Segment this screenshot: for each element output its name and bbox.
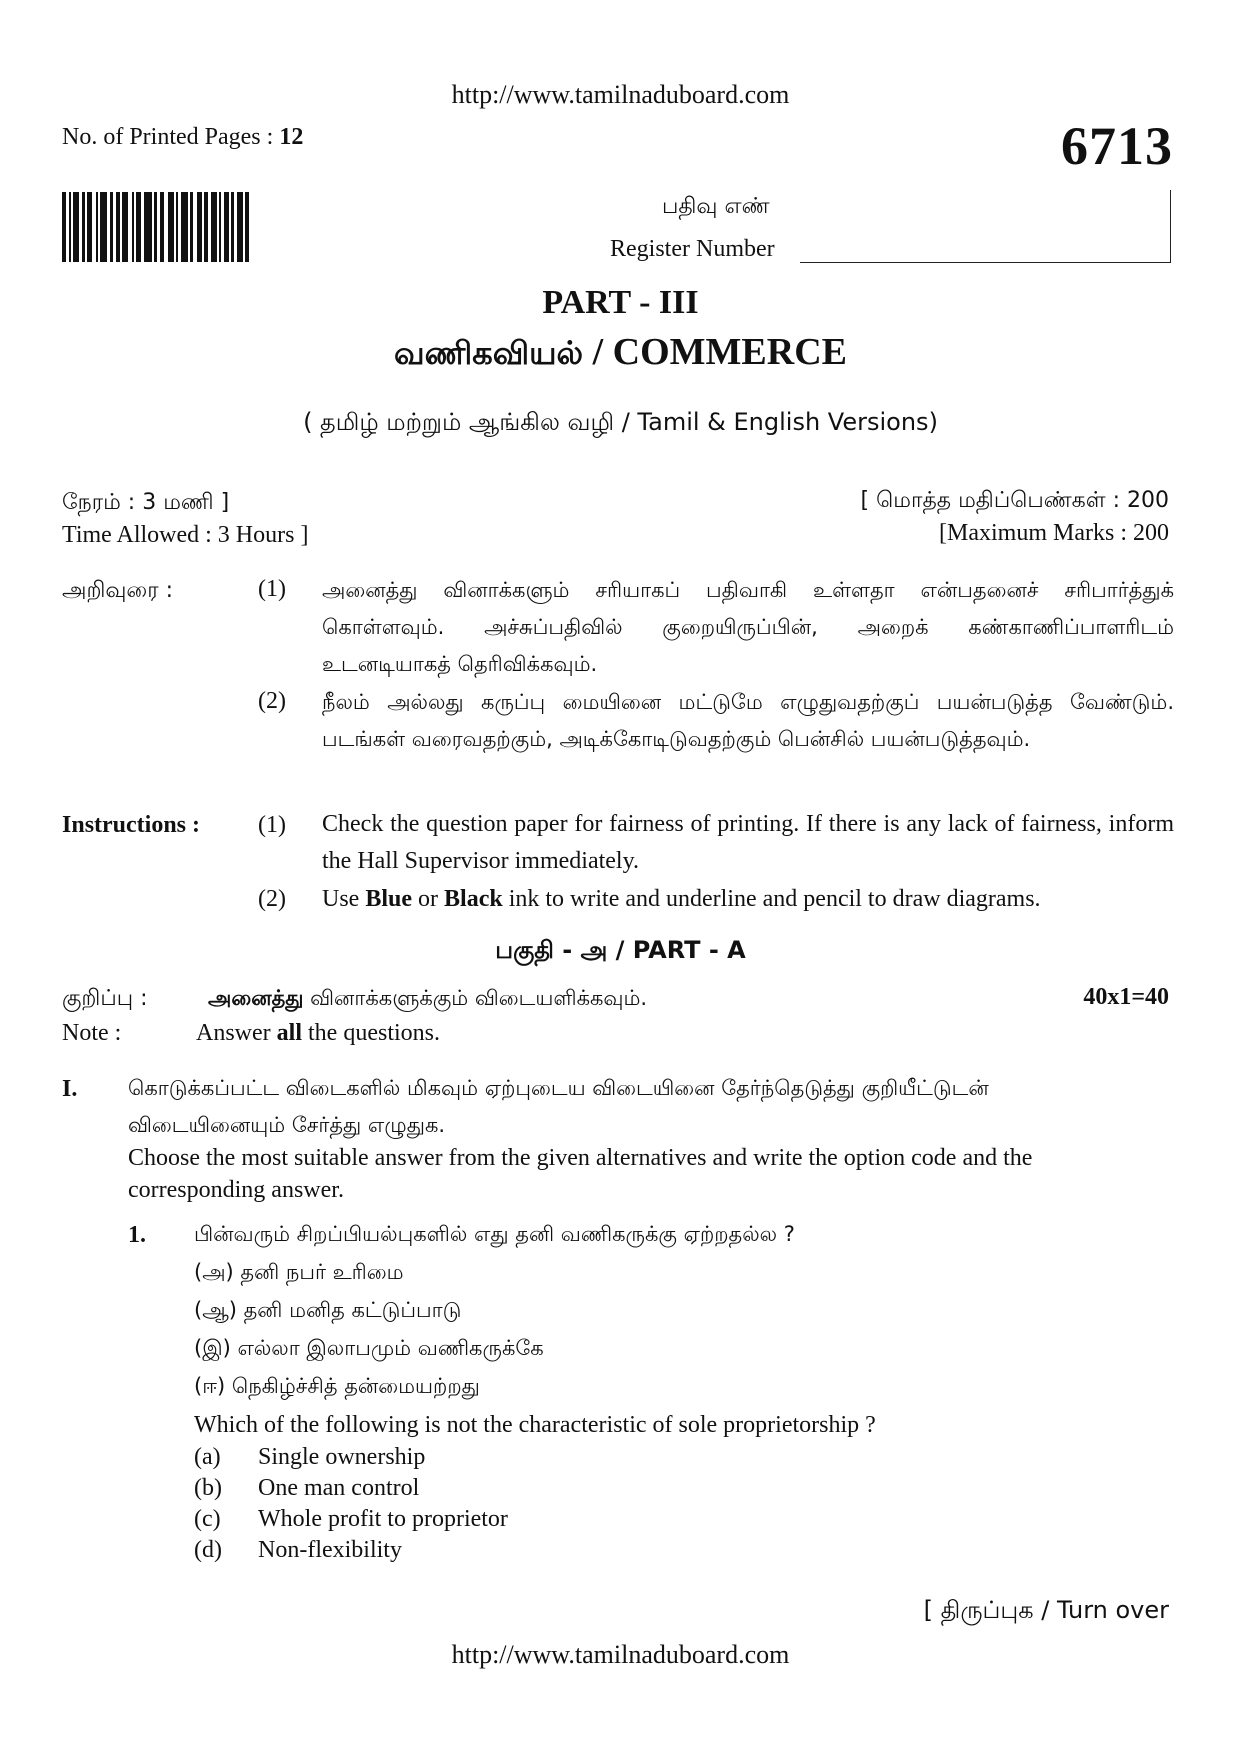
note-ta-label: குறிப்பு : xyxy=(62,986,148,1011)
ink-black: Black xyxy=(444,886,503,912)
question-1-text-en: Which of the following is not the characteristic of sole proprietorship ? xyxy=(194,1412,876,1438)
printed-pages-value: 12 xyxy=(279,124,304,150)
section-i-text-en: Choose the most suitable answer from the given alternatives and write the option code and the corresponding answer. xyxy=(128,1145,1033,1203)
ink-blue: Blue xyxy=(365,886,413,912)
section-roman-numeral: I. xyxy=(62,1076,78,1102)
note-en-post: the questions. xyxy=(302,1020,440,1046)
instructions-ta-label: அறிவுரை : xyxy=(62,578,174,603)
instruction-en-2-post: ink to write and underline and pencil to draw diagrams. xyxy=(502,886,1041,912)
instruction-en-1-text: Check the question paper for fairness of printing. If there is any lack of fairness, inform the Hall Supervisor immediately. xyxy=(322,811,1174,874)
note-ta-rest: வினாக்களுக்கும் விடையளிக்கவும். xyxy=(303,986,648,1010)
versions-line: ( தமிழ் மற்றும் ஆங்கில வழி / Tamil & English Versions) xyxy=(303,408,938,436)
printed-pages-label: No. of Printed Pages : xyxy=(62,124,280,150)
question-1-option-d: Non-flexibility xyxy=(258,1537,402,1563)
register-label-en: Register Number xyxy=(610,236,775,262)
header-url[interactable]: http://www.tamilnaduboard.com xyxy=(451,80,790,109)
question-1-text-ta: பின்வரும் சிறப்பியல்புகளில் எது தனி வணிகருக்கு ஏற்றதல்ல ? xyxy=(194,1222,795,1246)
barcode xyxy=(62,192,302,262)
question-1-option-ta-2: (ஆ) தனி மனித கட்டுப்பாடு xyxy=(194,1298,462,1322)
question-1-option-ta-1: (அ) தனி நபர் உரிமை xyxy=(194,1260,404,1284)
paper-code: 6713 xyxy=(1061,116,1173,176)
max-marks-en: [Maximum Marks : 200 xyxy=(939,520,1169,546)
subject-separator: / xyxy=(583,331,613,373)
footer-url[interactable]: http://www.tamilnaduboard.com xyxy=(451,1640,790,1669)
part-title: PART - III xyxy=(542,284,699,321)
instruction-ta-2-num: (2) xyxy=(258,688,286,714)
instruction-ta-1-text: அனைத்து வினாக்களும் சரியாகப் பதிவாகி உள்ளதா என்பதனைச் சரிபார்த்துக் கொள்ளவும். அச்சுப்பதிவில் குறையிருப்பின், அறைக் கண்காணிப்பாளரிடம் உடனடியாகத் தெரிவிக்கவும். xyxy=(322,578,1174,676)
instruction-en-2-pre: Use xyxy=(322,886,366,912)
question-1-option-ta-4: (ஈ) நெகிழ்ச்சித் தன்மையற்றது xyxy=(194,1374,480,1398)
part-a-heading: பகுதி - அ / PART - A xyxy=(495,936,746,964)
time-allowed-en: Time Allowed : 3 Hours ] xyxy=(62,522,309,548)
instruction-en-2-text xyxy=(322,886,1041,913)
max-marks-ta: [ மொத்த மதிப்பெண்கள் : 200 xyxy=(860,488,1169,513)
question-1-option-ta-3: (இ) எல்லா இலாபமும் வணிகருக்கே xyxy=(194,1336,544,1360)
instruction-en-2-num: (2) xyxy=(258,886,286,912)
register-label-ta: பதிவு எண் xyxy=(662,194,770,219)
part-a-score: 40x1=40 xyxy=(1083,984,1169,1010)
question-1-option-c-key: (c) xyxy=(194,1506,221,1532)
turn-over: [ திருப்புக / Turn over xyxy=(923,1596,1169,1624)
instruction-ta-2-text: நீலம் அல்லது கருப்பு மையினை மட்டுமே எழுதுவதற்குப் பயன்படுத்த வேண்டும். படங்கள் வரைவதற்கும், அடிக்கோடிடுவதற்கும் பென்சில் பயன்படுத்தவும். xyxy=(322,690,1174,751)
question-1-number: 1. xyxy=(128,1222,146,1248)
note-ta-bold: அனைத்து xyxy=(208,986,304,1010)
note-ta-text xyxy=(208,986,647,1013)
note-en-text xyxy=(196,1020,440,1047)
time-allowed-ta: நேரம் : 3 மணி ] xyxy=(62,490,230,515)
question-1-option-a-key: (a) xyxy=(194,1444,221,1470)
note-en-bold: all xyxy=(276,1020,302,1046)
section-i-text-ta: கொடுக்கப்பட்ட விடைகளில் மிகவும் ஏற்புடைய விடையினை தேர்ந்தெடுத்து குறியீட்டுடன் விடையினையும் சேர்த்து எழுதுக. xyxy=(128,1076,989,1137)
instruction-en-2-or: or xyxy=(412,886,445,912)
subject-en: COMMERCE xyxy=(612,331,847,373)
question-1-option-c: Whole profit to proprietor xyxy=(258,1506,508,1532)
question-1-option-b: One man control xyxy=(258,1475,420,1501)
note-en-pre: Answer xyxy=(196,1020,277,1046)
note-en-label: Note : xyxy=(62,1020,122,1046)
subject-ta: வணிகவியல் xyxy=(394,334,584,372)
instruction-en-1-num: (1) xyxy=(258,812,286,838)
subject-title xyxy=(0,330,1241,376)
printed-pages xyxy=(62,124,303,151)
question-1-option-d-key: (d) xyxy=(194,1537,222,1563)
instruction-ta-1-num: (1) xyxy=(258,576,286,602)
instructions-en-label: Instructions : xyxy=(62,812,201,838)
question-1-option-b-key: (b) xyxy=(194,1475,222,1501)
question-1-option-a: Single ownership xyxy=(258,1444,426,1470)
register-number-box[interactable] xyxy=(800,190,1171,263)
